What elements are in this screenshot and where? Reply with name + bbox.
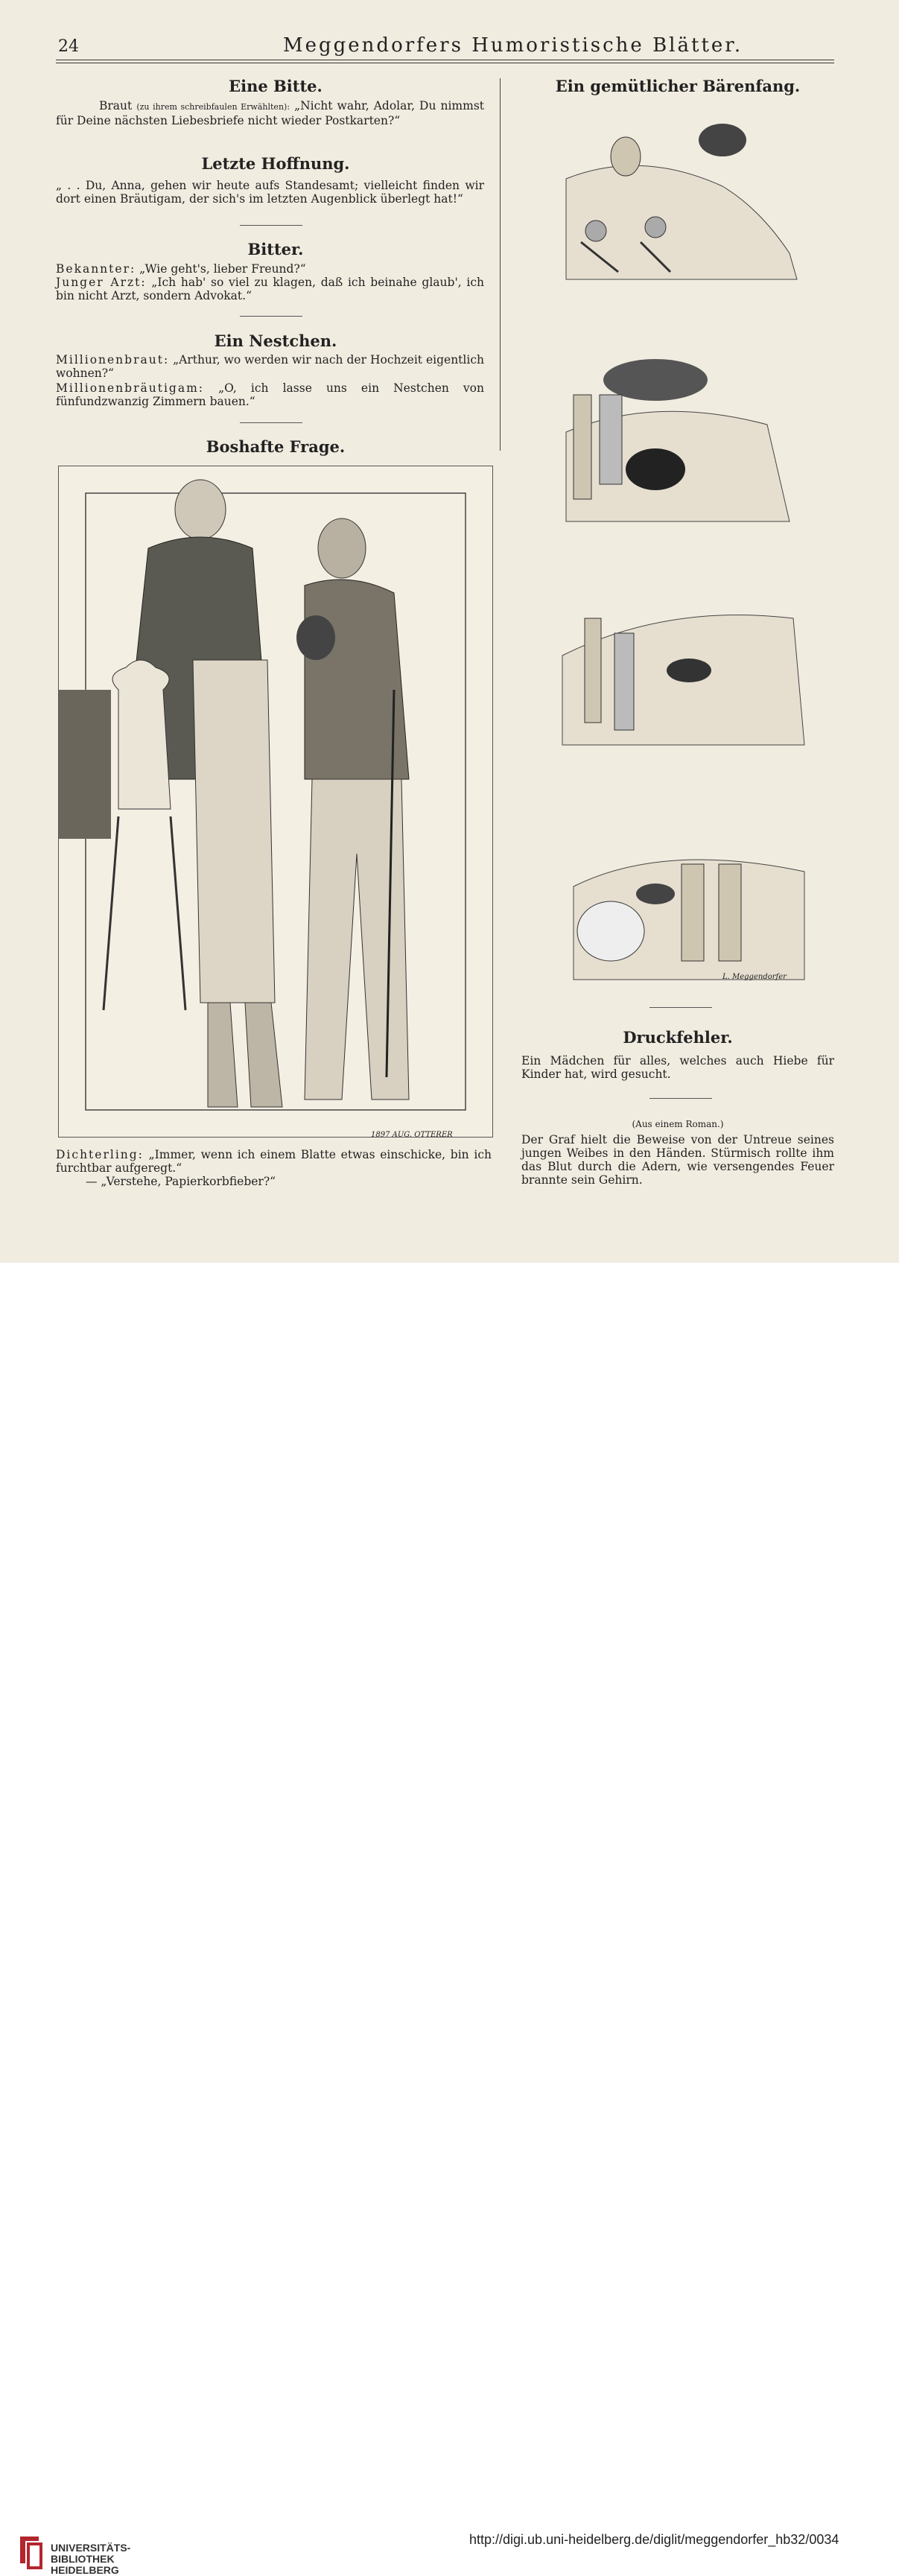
illustration-two-men [58, 466, 493, 1138]
text-nestchen-line1 [56, 353, 484, 380]
line: — „Verstehe, Papierkorbfieber?“ [86, 1175, 276, 1188]
source-url[interactable]: http://digi.ub.uni-heidelberg.de/diglit/meggendorfer_hb32/0034 [469, 2532, 839, 2547]
joke-text: „Nicht wahr, Adolar, Du nimmst für Deine nächsten Liebesbriefe nicht wieder Postkarten?“ [56, 99, 484, 127]
caption-boshafte-frage [56, 1148, 492, 1188]
library-name [51, 2542, 130, 2576]
speaker: Millionenbraut: [56, 353, 170, 367]
divider-rule [240, 225, 302, 226]
divider-rule [240, 422, 302, 423]
heading-baerenfang: Ein gemütlicher Bärenfang. [555, 77, 801, 95]
divider-rule [649, 1098, 712, 1099]
library-name-line: UNIVERSITÄTS- [51, 2542, 131, 2554]
heading-letzte-hoffnung: Letzte Hoffnung. [201, 154, 350, 173]
speaker: Dichterling: [56, 1148, 144, 1161]
divider-rule [649, 1007, 712, 1008]
line: „Wie geht's, lieber Freund?“ [139, 262, 306, 276]
artist-signature: 1897 AUG. OTTERER [371, 1131, 453, 1139]
line: „Ich hab' so viel zu klagen, daß ich beinahe glaub', ich bin nicht Arzt, sondern Advokat.“ [56, 276, 484, 302]
heading-ein-nestchen: Ein Nestchen. [214, 331, 337, 350]
text-nestchen-line2 [56, 381, 484, 408]
library-name-line: BIBLIOTHEK [51, 2553, 115, 2565]
footer-bar [0, 1263, 899, 2576]
scanned-page [0, 0, 899, 1263]
comic-panel-4 [566, 797, 812, 987]
text-druckfehler-2: Der Graf hielt die Beweise von der Untreue seines jungen Weibes in den Händen. Stürmisch rollte ihm das Blut durch die Adern, wie versengendes Feuer brannte sein Gehirn. [521, 1133, 834, 1187]
text-eine-bitte [56, 99, 484, 127]
text-druckfehler-source: (Aus einem Roman.) [632, 1119, 724, 1129]
heading-bitter: Bitter. [247, 240, 304, 258]
panel-signature: L. Meggendorfer [722, 973, 787, 981]
heading-boshafte-frage: Boshafte Frage. [206, 437, 346, 456]
comic-panel-3 [547, 574, 819, 752]
comic-panel-2 [544, 343, 816, 536]
stage-note: (zu ihrem schreibfaulen Erwählten): [136, 102, 290, 112]
text-druckfehler-1: Ein Mädchen für alles, welches auch Hiebe für Kinder hat, wird gesucht. [521, 1054, 834, 1081]
heading-eine-bitte: Eine Bitte. [229, 77, 323, 95]
page-number: 24 [58, 37, 79, 56]
text-letzte-hoffnung: „ . . Du, Anna, gehen wir heute aufs Standesamt; vielleicht finden wir dort einen Bräutigam, der sich's im letzten Augenblick überlegt hat!“ [56, 179, 484, 206]
speaker: Millionenbräutigam: [56, 381, 204, 395]
line: „O, ich lasse uns ein Nestchen von fünfundzwanzig Zimmern bauen.“ [56, 381, 484, 408]
library-name-line: HEIDELBERG [51, 2564, 119, 2576]
column-divider [500, 78, 501, 451]
text-bitter-line1 [56, 262, 484, 276]
speaker: Junger Arzt: [56, 276, 147, 289]
speaker: Braut [99, 99, 133, 112]
running-title: Meggendorfers Humoristische Blätter. [283, 34, 743, 57]
divider-rule [240, 316, 302, 317]
heading-druckfehler: Druckfehler. [623, 1028, 733, 1047]
line: „Arthur, wo werden wir nach der Hochzeit eigentlich wohnen?“ [56, 353, 484, 380]
speaker: Bekannter: [56, 262, 136, 276]
line: „Immer, wenn ich einem Blatte etwas einschicke, bin ich furchtbar aufgeregt.“ [56, 1148, 492, 1175]
library-logo-icon [18, 2534, 43, 2569]
comic-panel-1 [551, 104, 812, 287]
text-bitter-line2 [56, 276, 484, 302]
